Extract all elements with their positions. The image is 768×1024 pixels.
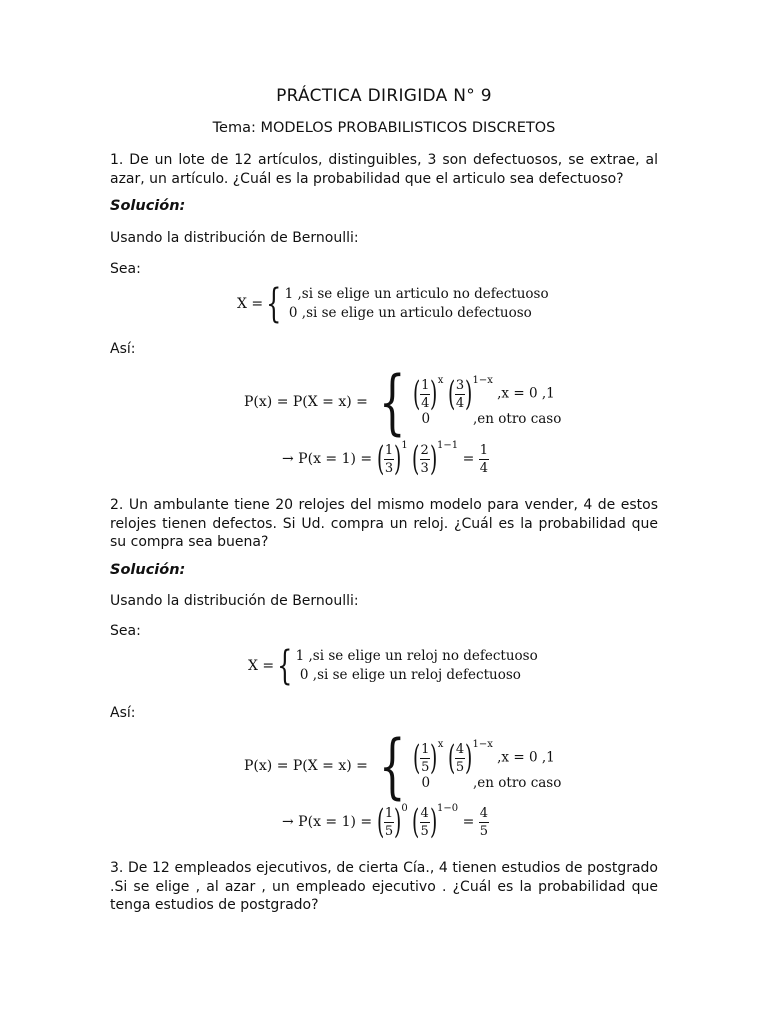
pmf-lhs: P(x) = P(X = x) = bbox=[244, 758, 368, 774]
result-frac-1: $\frac{1}{5}$ bbox=[384, 805, 394, 839]
x-def-case-1: 1 ,si se elige un articulo no defectuoso bbox=[284, 286, 549, 302]
pmf-case-2: 0 ,en otro caso bbox=[421, 411, 562, 427]
problem-2-x-definition bbox=[248, 643, 538, 689]
x-def-case-1: 1 ,si se elige un reloj no defectuoso bbox=[295, 648, 538, 664]
x-def-lhs: X = bbox=[237, 296, 264, 312]
x-def-lhs: X = bbox=[248, 658, 275, 674]
problem-1-using-text: Usando la distribución de Bernoulli: bbox=[110, 230, 359, 246]
x-def-cases bbox=[285, 285, 549, 323]
problem-1-solution-label: Solución: bbox=[110, 198, 186, 214]
x-def-case-2: 0 ,si se elige un articulo defectuoso bbox=[288, 305, 532, 321]
left-brace: { bbox=[266, 281, 282, 327]
pmf-lhs: P(x) = P(X = x) = bbox=[244, 394, 368, 410]
result-value: $\frac{1}{4}$ bbox=[479, 442, 489, 476]
pmf-case-1: ( $\frac{1}{5}$ )$^x$ ( $\frac{4}{5}$ )$^{1-x}$ ,x = 0 ,1 bbox=[412, 738, 555, 778]
pmf-cases bbox=[412, 374, 562, 427]
page-title: PRÁCTICA DIRIGIDA N° 9 bbox=[276, 86, 492, 106]
left-brace: { bbox=[277, 643, 293, 689]
problem-2-asi-label: Así: bbox=[110, 705, 136, 721]
result-value: $\frac{4}{5}$ bbox=[479, 805, 489, 839]
pmf-case-2: 0 ,en otro caso bbox=[421, 775, 562, 791]
problem-1-question: 1. De un lote de 12 artículos, distinguibles, 3 son defectuosos, se extrae, al azar, un artículo. ¿Cuál es la probabilidad que el articulo sea defectuoso? bbox=[110, 152, 658, 187]
page-subtitle: Tema: MODELOS PROBABILISTICOS DISCRETOS bbox=[212, 120, 556, 136]
left-brace: { bbox=[379, 725, 406, 807]
problem-2-solution-label: Solución: bbox=[110, 562, 186, 578]
result-frac-2: $\frac{2}{3}$ bbox=[420, 442, 429, 476]
result-lhs: → P(x = 1) = bbox=[282, 814, 373, 830]
x-def-cases bbox=[296, 647, 538, 685]
problem-1-x-definition bbox=[237, 281, 549, 327]
problem-1-result: → P(x = 1) = ( $\frac{1}{3}$ )$^1$ ( $\frac{2}{3}$ )$^{1-1}$ = $\frac{1}{4}$ bbox=[282, 439, 489, 479]
problem-3-question: 3. De 12 empleados ejecutivos, de cierta Cía., 4 tienen estudios de postgrado .Si se elige , al azar , un empleado ejecutivo . ¿Cuál es la probabilidad que tenga estudios de postgrado? bbox=[110, 860, 658, 913]
result-lhs: → P(x = 1) = bbox=[282, 451, 373, 467]
x-def-case-2: 0 ,si se elige un reloj defectuoso bbox=[299, 667, 521, 683]
left-brace: { bbox=[379, 361, 406, 443]
problem-2-pmf bbox=[244, 725, 562, 807]
problem-2-result: → P(x = 1) = ( $\frac{1}{5}$ )$^0$ ( $\frac{4}{5}$ )$^{1-0}$ = $\frac{4}{5}$ bbox=[282, 802, 489, 842]
result-frac-1: $\frac{1}{3}$ bbox=[384, 442, 394, 476]
pmf-cases bbox=[412, 738, 562, 791]
pmf-case-1: ( $\frac{1}{4}$ )$^x$ ( $\frac{3}{4}$ )$^{1-x}$ ,x = 0 ,1 bbox=[412, 374, 555, 414]
problem-1-sea-label: Sea: bbox=[110, 261, 141, 277]
problem-1-asi-label: Así: bbox=[110, 341, 136, 357]
problem-2-using-text: Usando la distribución de Bernoulli: bbox=[110, 593, 359, 609]
problem-2-sea-label: Sea: bbox=[110, 623, 141, 639]
problem-1-pmf bbox=[244, 361, 562, 443]
problem-2-question: 2. Un ambulante tiene 20 relojes del mismo modelo para vender, 4 de estos relojes tienen defectos. Si Ud. compra un reloj. ¿Cuál es la probabilidad que su compra sea buena? bbox=[110, 497, 658, 550]
result-frac-2: $\frac{4}{5}$ bbox=[420, 805, 429, 839]
